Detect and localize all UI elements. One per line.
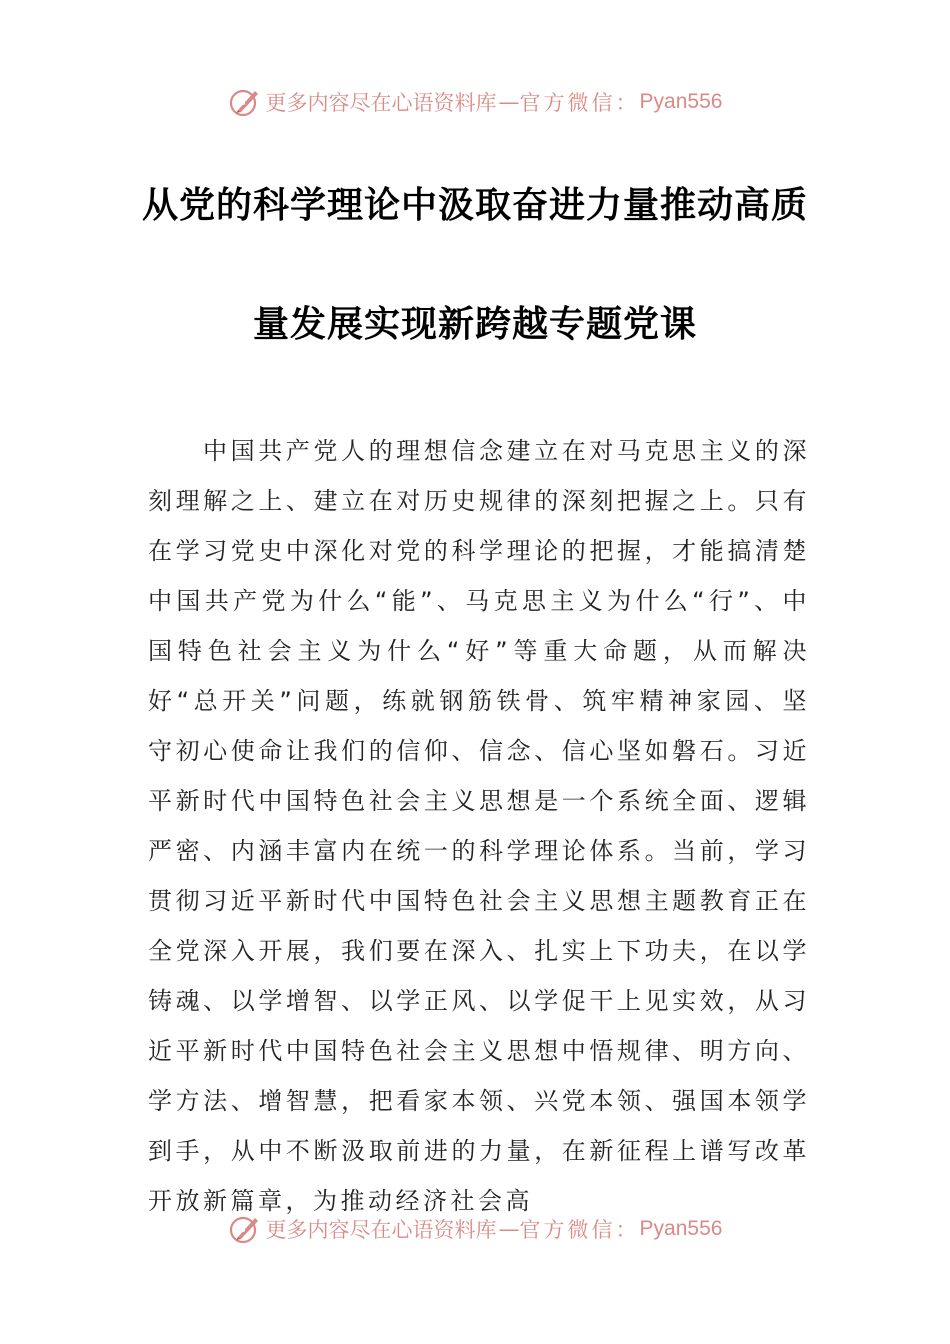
- document-title-line2: 量发展实现新跨越专题党课: [252, 304, 697, 345]
- footer-watermark: [0, 1209, 950, 1249]
- pen-nib-circle-icon: [228, 85, 262, 119]
- header-watermark: [0, 82, 950, 122]
- watermark-text: 更多内容尽在心语资料库: [265, 1218, 497, 1242]
- pen-nib-circle-icon: [228, 1212, 262, 1246]
- watermark-official-label: 官方微信：: [519, 91, 640, 115]
- watermark-wechat-id: Pyan556: [639, 90, 723, 113]
- watermark-official-label: 官方微信：: [519, 1218, 640, 1242]
- watermark-wechat-id: Pyan556: [639, 1217, 723, 1240]
- watermark-separator: —: [498, 90, 518, 114]
- watermark-separator: —: [498, 1217, 518, 1241]
- body-paragraph: 中国共产党人的理想信念建立在对马克思主义的深刻理解之上、建立在对历史规律的深刻把握之上。只有在学习党史中深化对党的科学理论的把握，才能搞清楚中国共产党为什么“能”、马克思主义为什么“行”、中国特色社会主义为什么“好”等重大命题，从而解决好“总开关”问题，练就钢筋铁骨、筑牢精神家园、坚守初心使命让我们的信仰、信念、信心坚如磐石。习近平新时代中国特色社会主义思想是一个系统全面、逻辑严密、内涵丰富内在统一的科学理论体系。当前，学习贯彻习近平新时代中国特色社会主义思想主题教育正在全党深入开展，我们要在深入、扎实上下功夫，在以学铸魂、以学增智、以学正风、以学促干上见实效，从习近平新时代中国特色社会主义思想中悟规律、明方向、学方法、增智慧，把看家本领、兴党本领、强国本领学到手，从中不断汲取前进的力量，在新征程上谱写改革开放新篇章，为推动经济社会高: [148, 437, 810, 1215]
- watermark-text: 更多内容尽在心语资料库: [265, 91, 497, 115]
- document-title-line1: 从党的科学理论中汲取奋进力量推动高质: [141, 185, 808, 226]
